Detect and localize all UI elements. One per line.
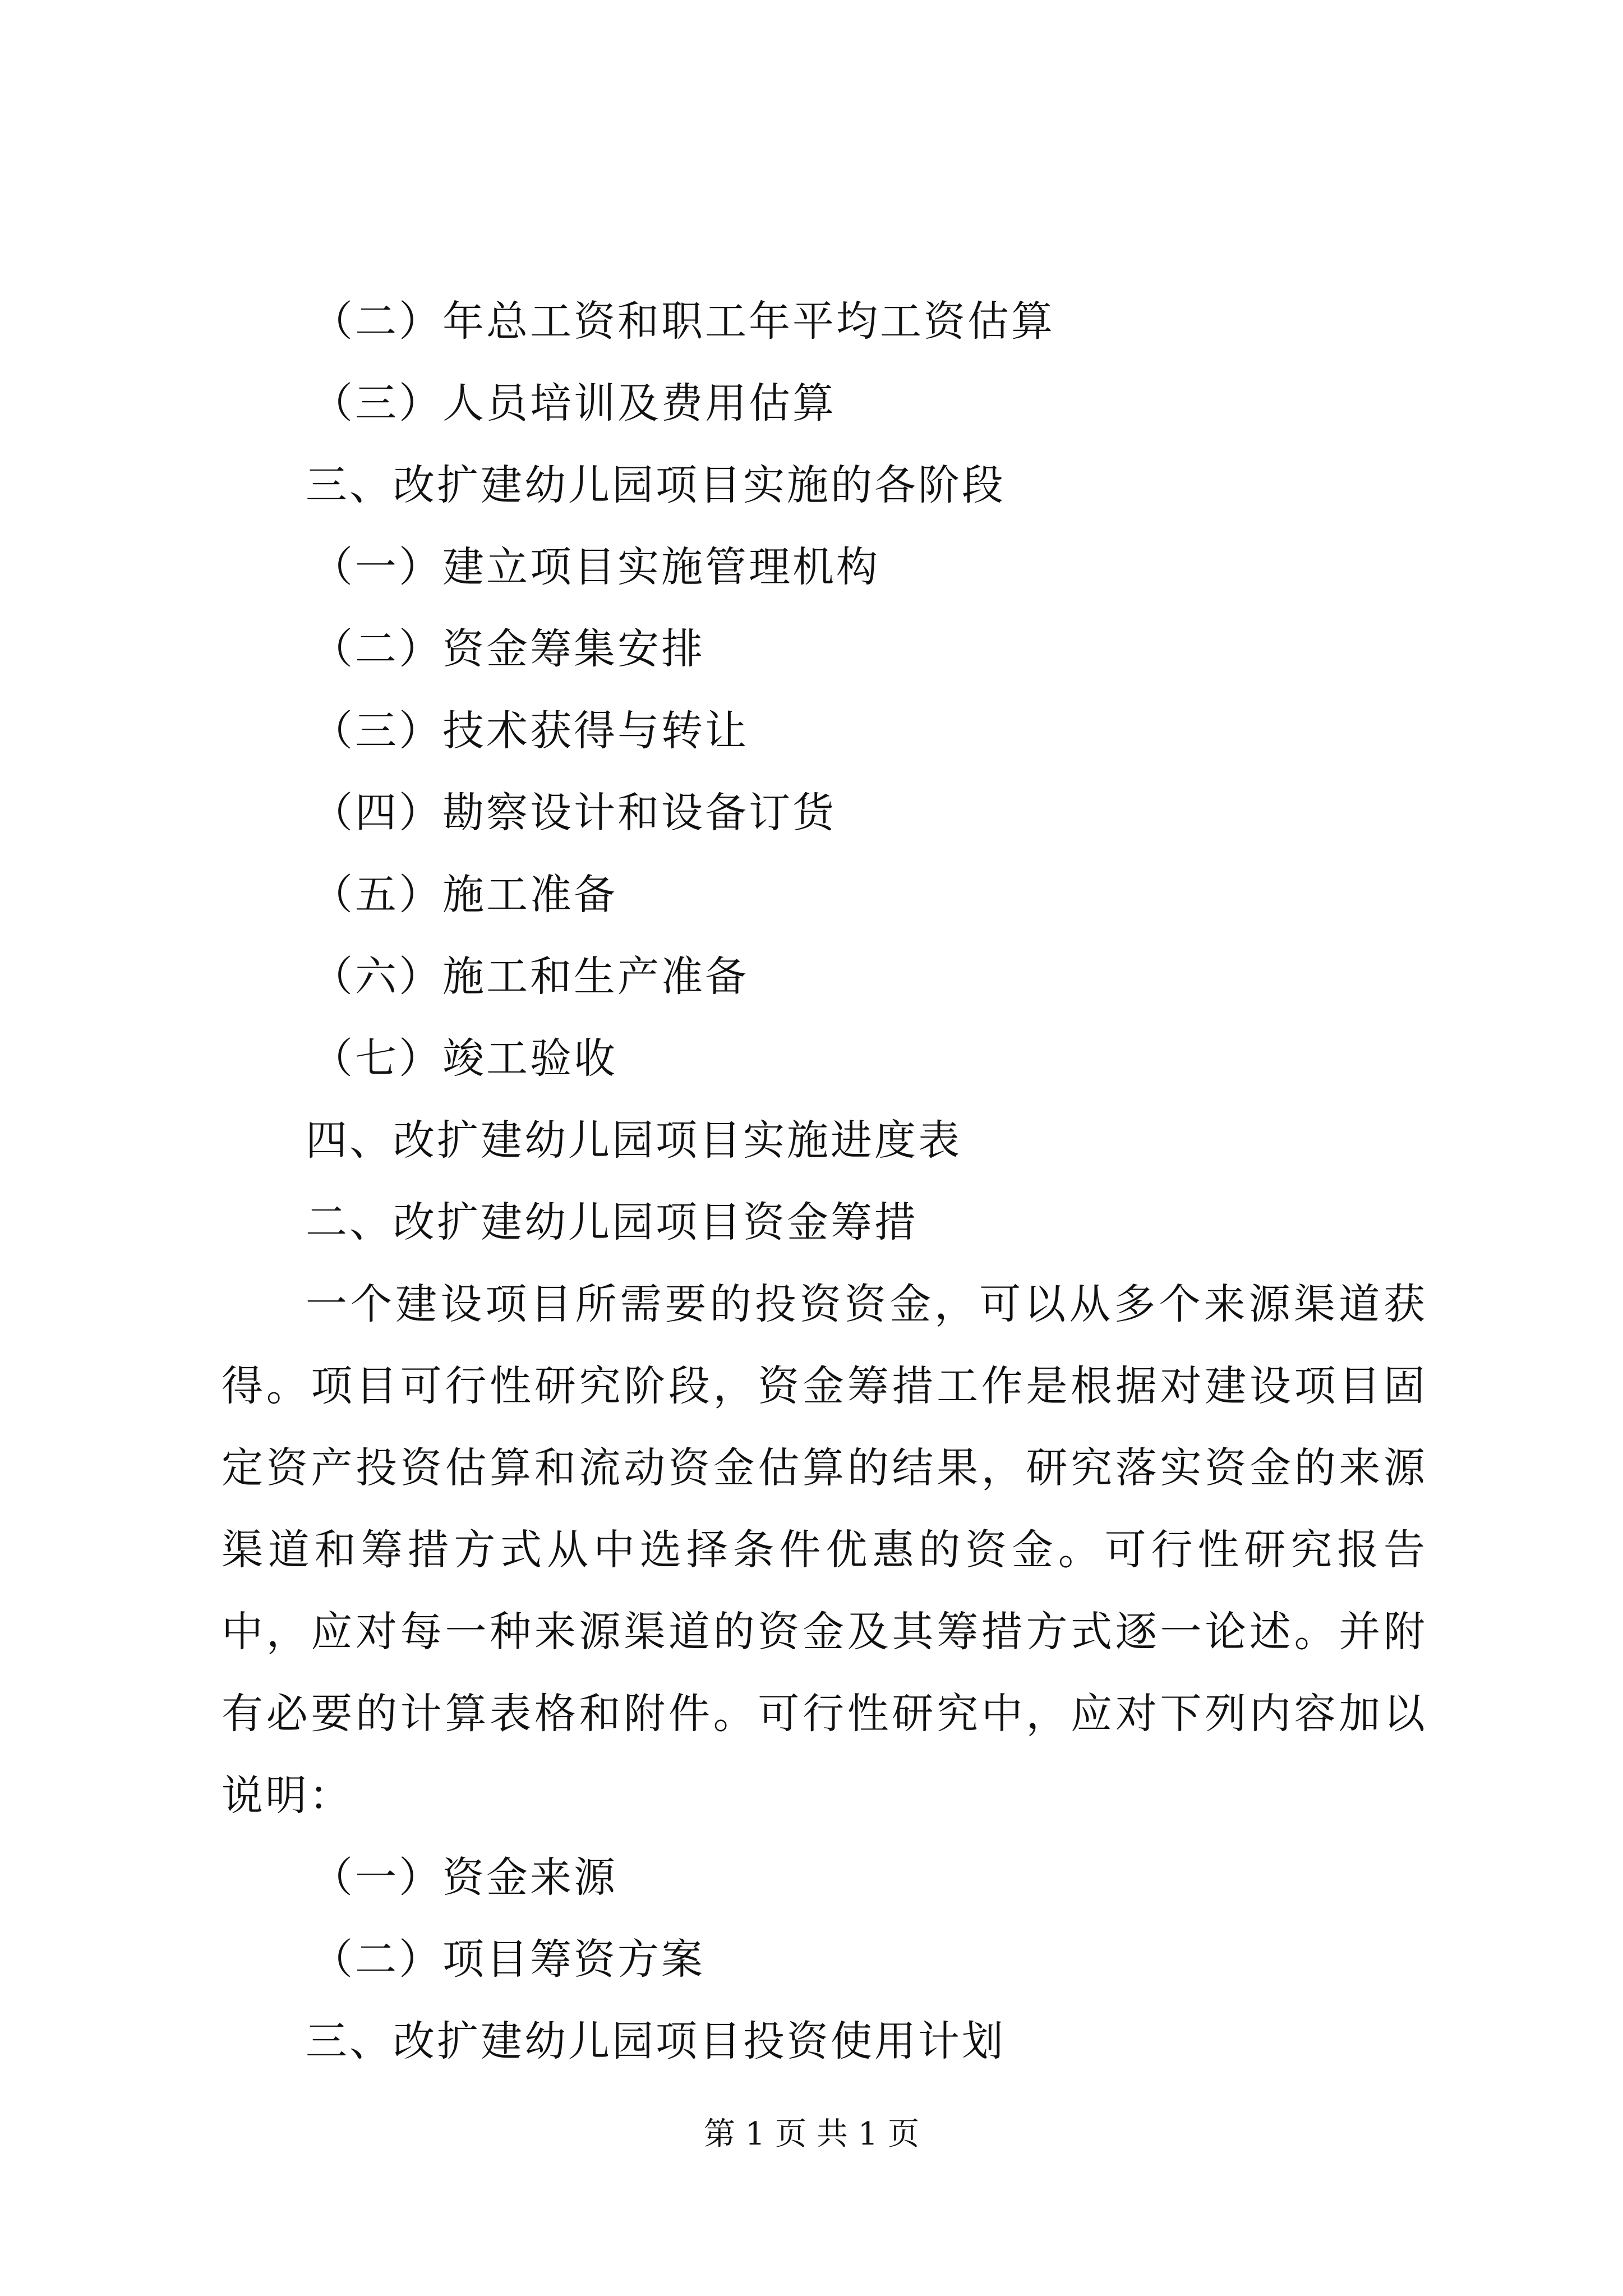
- section-item: （二）项目筹资方案: [311, 1935, 705, 1984]
- section-item: （一）资金来源: [311, 1853, 617, 1902]
- section-heading: 二、改扩建幼儿园项目资金筹措: [306, 1198, 918, 1246]
- section-item: （五）施工准备: [311, 871, 617, 919]
- section-heading: 三、改扩建幼儿园项目实施的各阶段: [306, 461, 1006, 509]
- section-item: （三）技术获得与转让: [311, 707, 749, 755]
- section-item: （三）人员培训及费用估算: [311, 379, 836, 427]
- section-item: （六）施工和生产准备: [311, 953, 749, 1001]
- document-body: [222, 280, 1427, 2082]
- section-item: （二）年总工资和职工年平均工资估算: [311, 297, 1055, 346]
- body-paragraph: 一个建设项目所需要的投资资金，可以从多个来源渠道获得。项目可行性研究阶段，资金筹措工作是根据对建设项目固定资产投资估算和流动资金估算的结果，研究落实资金的来源渠道和筹措方式从中选择条件优惠的资金。可行性研究报告中，应对每一种来源渠道的资金及其筹措方式逐一论述。并附有必要的计算表格和附件。可行性研究中，应对下列内容加以说明：: [222, 1280, 1427, 1820]
- page-footer: 第 1 页 共 1 页: [703, 2116, 920, 2152]
- section-item: （一）建立项目实施管理机构: [311, 543, 880, 591]
- section-heading: 四、改扩建幼儿园项目实施进度表: [306, 1116, 962, 1165]
- section-item: （四）勘察设计和设备订货: [311, 789, 836, 837]
- section-item: （二）资金筹集安排: [311, 625, 705, 673]
- section-item: （七）竣工验收: [311, 1034, 617, 1083]
- section-heading: 三、改扩建幼儿园项目投资使用计划: [306, 2017, 1006, 2065]
